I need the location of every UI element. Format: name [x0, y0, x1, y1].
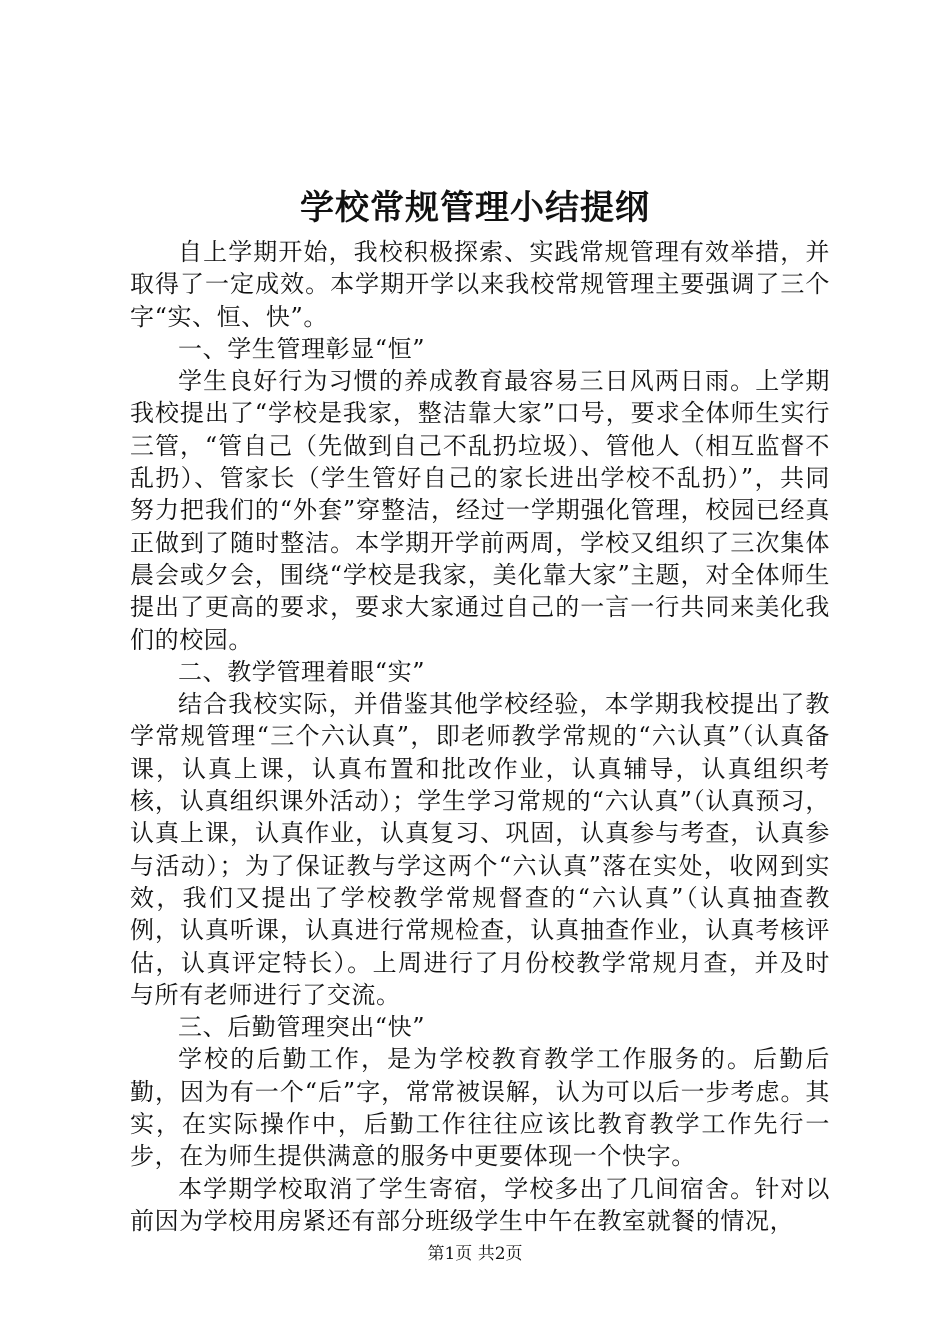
dormitory-paragraph: 本学期学校取消了学生寄宿，学校多出了几间宿舍。针对以前因为学校用房紧还有部分班级学生中午在教室就餐的情况， — [130, 1174, 830, 1235]
logistics-management-paragraph: 学校的后勤工作，是为学校教育教学工作服务的。后勤后勤，因为有一个“后”字，常常被误解，认为可以后一步考虑。其实，在实际操作中，后勤工作往往应该比教育教学工作先行一步，在为师生提供满意的服务中更要体现一个快字。 — [130, 1045, 830, 1171]
student-management-paragraph: 学生良好行为习惯的养成教育最容易三日风两日雨。上学期我校提出了“学校是我家，整洁靠大家”口号，要求全体师生实行三管，“管自己（先做到自己不乱扔垃圾）、管他人（相互监督不乱扔）、管家长（学生管好自己的家长进出学校不乱扔）”，共同努力把我们的“外套”穿整洁，经过一学期强化管理，校园已经真正做到了随时整洁。本学期开学前两周，学校又组织了三次集体晨会或夕会，围绕“学校是我家，美化靠大家”主题，对全体师生提出了更高的要求，要求大家通过自己的一言一行共同来美化我们的校园。 — [130, 367, 830, 654]
page-number-footer: 第1页 共2页 — [427, 1244, 523, 1264]
section-heading-student-management: 一、学生管理彰显“恒” — [178, 334, 426, 363]
teaching-management-paragraph: 结合我校实际，并借鉴其他学校经验，本学期我校提出了教学常规管理“三个六认真”，即老师教学常规的“六认真”（认真备课，认真上课，认真布置和批改作业，认真辅导，认真组织考核，认真组织课外活动）；学生学习常规的“六认真”（认真预习，认真上课，认真作业，认真复习、巩固，认真参与考查，认真参与活动）；为了保证教与学这两个“六认真”落在实处，收网到实效，我们又提出了学校教学常规督查的“六认真”（认真抽查教例，认真听课，认真进行常规检查，认真抽查作业，认真考核评估，认真评定特长）。上周进行了月份校教学常规月查，并及时与所有老师进行了交流。 — [130, 690, 830, 1009]
intro-paragraph: 自上学期开始，我校积极探索、实践常规管理有效举措，并取得了一定成效。本学期开学以来我校常规管理主要强调了三个字“实、恒、快”。 — [130, 238, 830, 331]
document-body — [130, 236, 830, 1237]
document-title: 学校常规管理小结提纲 — [300, 188, 650, 228]
section-heading-teaching-management: 二、教学管理着眼“实” — [178, 657, 426, 686]
section-heading-logistics-management: 三、后勤管理突出“快” — [178, 1013, 426, 1042]
